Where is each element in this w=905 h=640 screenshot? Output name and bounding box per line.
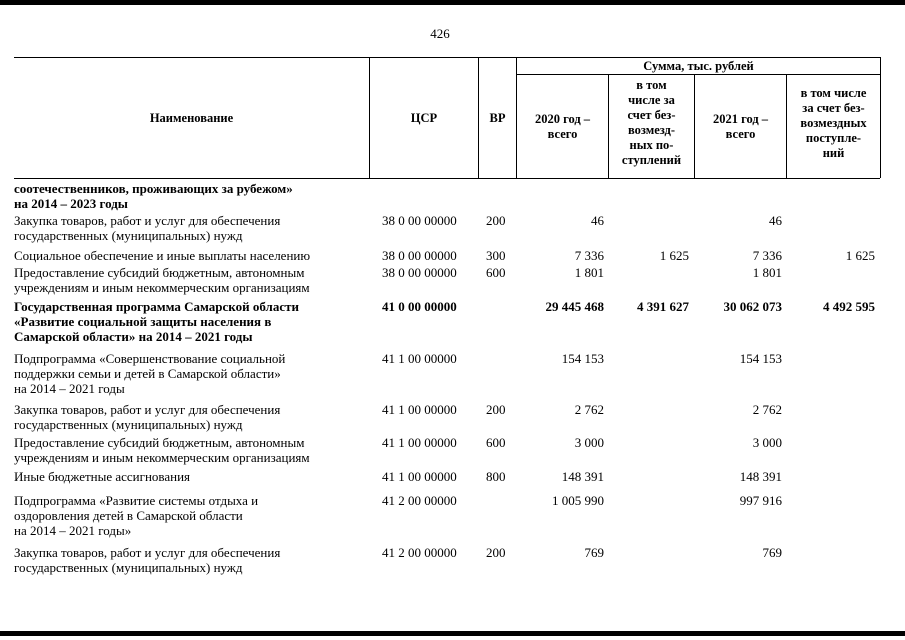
row-2020-grants: 1 625: [659, 248, 689, 263]
row-csr: 38 0 00 00000: [382, 265, 457, 280]
row-name: Подпрограмма «Совершенствование социальной поддержки семьи и детей в Самарской области» на 2014 – 2021 годы: [14, 351, 286, 396]
row-csr: 41 1 00 00000: [382, 435, 457, 450]
row-2021-total: 3 000: [752, 435, 782, 450]
header-csr: ЦСР: [410, 110, 438, 125]
header-sum-group: Сумма, тыс. рублей: [643, 59, 754, 73]
row-2020-grants: 4 391 627: [637, 299, 689, 314]
header-name: Наименование: [149, 110, 234, 125]
row-vr: 600: [486, 265, 506, 280]
row-2020-total: 2 762: [574, 402, 604, 417]
top-border: [0, 0, 905, 5]
row-name: Предоставление субсидий бюджетным, автономным учреждениям и иным некоммерческим организациям: [14, 435, 310, 465]
header-2020-total: 2020 год – всего: [534, 111, 591, 141]
row-2020-total: 3 000: [574, 435, 604, 450]
header-divider: [880, 57, 881, 178]
header-2021-grants: в том числе за счет без- возмездных поступле- ний: [800, 86, 867, 160]
header-2021-total: 2021 год – всего: [712, 111, 769, 141]
row-vr: 800: [486, 469, 506, 484]
row-2021-total: 154 153: [739, 351, 782, 366]
row-csr: 41 1 00 00000: [382, 351, 457, 366]
row-2021-total: 30 062 073: [723, 299, 782, 314]
row-csr: 41 1 00 00000: [382, 402, 457, 417]
row-2021-total: 997 916: [739, 493, 782, 508]
row-name: Государственная программа Самарской области «Развитие социальной защиты населения в Самарской области» на 2014 – 2021 годы: [14, 299, 299, 344]
row-vr: 200: [486, 213, 506, 228]
header-bottom-rule: [14, 178, 880, 179]
row-name: Закупка товаров, работ и услуг для обеспечения государственных (муниципальных) нужд: [14, 545, 281, 575]
row-2021-grants: 1 625: [845, 248, 875, 263]
row-csr: 41 1 00 00000: [382, 469, 457, 484]
bottom-border: [0, 631, 905, 636]
row-2020-total: 1 005 990: [552, 493, 604, 508]
row-2020-total: 29 445 468: [545, 299, 604, 314]
row-2020-total: 46: [591, 213, 604, 228]
row-2021-total: 1 801: [752, 265, 782, 280]
row-csr: 41 0 00 00000: [382, 299, 457, 314]
row-2021-total: 2 762: [752, 402, 782, 417]
row-name: Закупка товаров, работ и услуг для обеспечения государственных (муниципальных) нужд: [14, 213, 281, 243]
row-2021-total: 148 391: [739, 469, 782, 484]
row-2020-total: 769: [584, 545, 604, 560]
row-2021-total: 7 336: [752, 248, 782, 263]
header-2020-grants: в том числе за счет без- возмезд- ных по- ступлений: [621, 78, 682, 167]
row-2020-total: 1 801: [574, 265, 604, 280]
row-2021-total: 769: [762, 545, 782, 560]
row-name: Социальное обеспечение и иные выплаты населению: [14, 248, 311, 263]
row-2021-grants: 4 492 595: [823, 299, 875, 314]
row-name: Иные бюджетные ассигнования: [14, 469, 191, 484]
row-2020-total: 148 391: [561, 469, 604, 484]
row-csr: 41 2 00 00000: [382, 493, 457, 508]
header-vr: ВР: [489, 110, 506, 125]
page-number: 426: [430, 26, 450, 41]
row-2020-total: 7 336: [574, 248, 604, 263]
row-2020-total: 154 153: [561, 351, 604, 366]
row-name: Подпрограмма «Развитие системы отдыха и оздоровления детей в Самарской области на 2014 – 2021 годы»: [14, 493, 259, 538]
row-2021-total: 46: [769, 213, 782, 228]
row-csr: 38 0 00 00000: [382, 248, 457, 263]
row-csr: 41 2 00 00000: [382, 545, 457, 560]
row-name: Закупка товаров, работ и услуг для обеспечения государственных (муниципальных) нужд: [14, 402, 281, 432]
row-vr: 600: [486, 435, 506, 450]
row-vr: 200: [486, 545, 506, 560]
row-vr: 200: [486, 402, 506, 417]
row-name: Предоставление субсидий бюджетным, автономным учреждениям и иным некоммерческим организациям: [14, 265, 310, 295]
row-csr: 38 0 00 00000: [382, 213, 457, 228]
row-vr: 300: [486, 248, 506, 263]
row-name: соотечественников, проживающих за рубежом» на 2014 – 2023 годы: [14, 181, 293, 211]
